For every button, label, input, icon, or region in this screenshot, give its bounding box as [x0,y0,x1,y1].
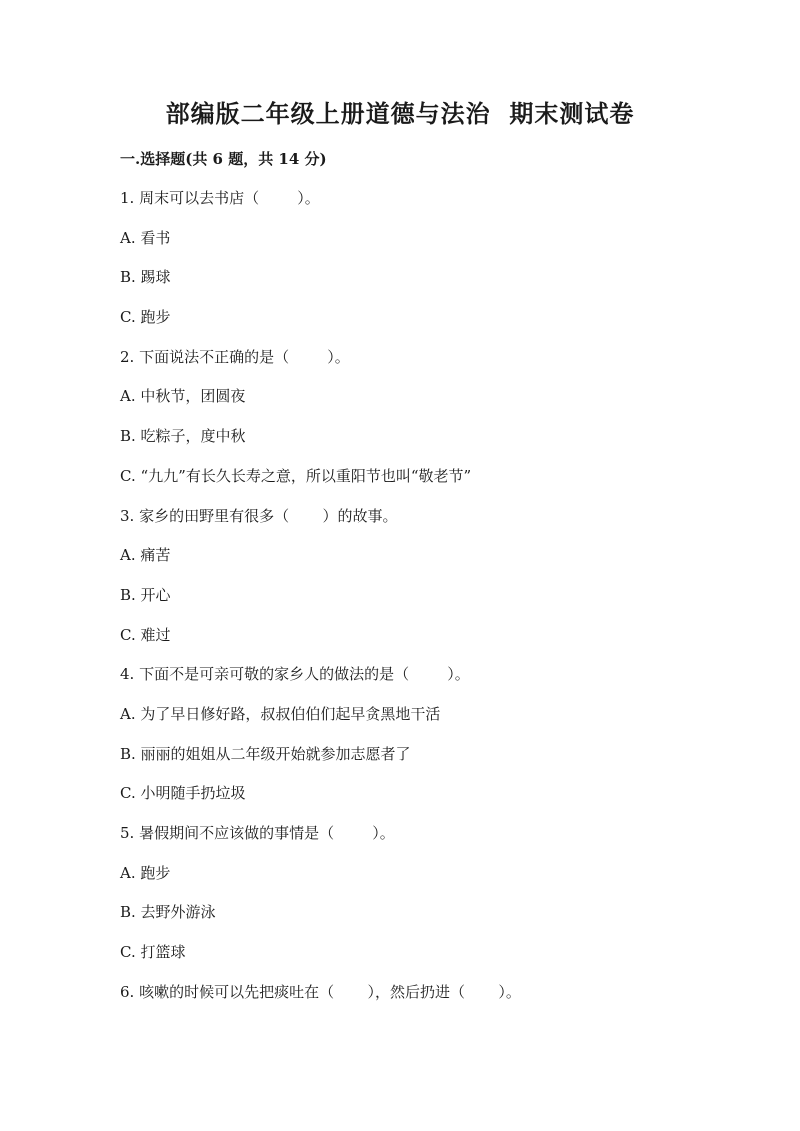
option-3b: B. 开心 [120,585,171,604]
option-2a: A. 中秋节，团圆夜 [120,387,246,406]
page-title: 部编版二年级上册道德与法治 期末测试卷 [165,99,635,128]
option-1a: A. 看书 [120,228,171,247]
option-4b: B. 丽丽的姐姐从二年级开始就参加志愿者了 [120,744,411,763]
option-5c: C. 打篮球 [120,943,186,962]
option-5a: A. 跑步 [120,863,171,882]
option-3a: A. 痛苦 [120,546,171,565]
option-2b: B. 吃粽子，度中秋 [120,427,246,446]
option-3c: C. 难过 [120,625,171,644]
option-5b: B. 去野外游泳 [120,903,216,922]
section-heading: 一.选择题(共 6 题，共 14 分) [120,150,327,168]
option-4c: C. 小明随手扔垃圾 [120,784,246,803]
question-1: 1. 周末可以去书店（ ）。 [120,189,320,207]
question-6: 6. 咳嗽的时候可以先把痰吐在（ ），然后扔进（ ）。 [120,982,521,1001]
question-3: 3. 家乡的田野里有很多（ ）的故事。 [120,506,398,525]
question-list [120,186,760,1019]
option-2c: C. “九九”有长久长寿之意，所以重阳节也叫“敬老节” [120,466,472,485]
question-2: 2. 下面说法不正确的是（ ）。 [120,347,350,366]
option-4a: A. 为了早日修好路，叔叔伯伯们起早贪黑地干活 [120,704,441,723]
option-1c: C. 跑步 [120,308,171,327]
question-5: 5. 暑假期间不应该做的事情是（ ）。 [120,824,395,842]
option-1b: B. 踢球 [120,268,171,287]
question-4: 4. 下面不是可亲可敬的家乡人的做法的是（ ）。 [120,665,470,684]
